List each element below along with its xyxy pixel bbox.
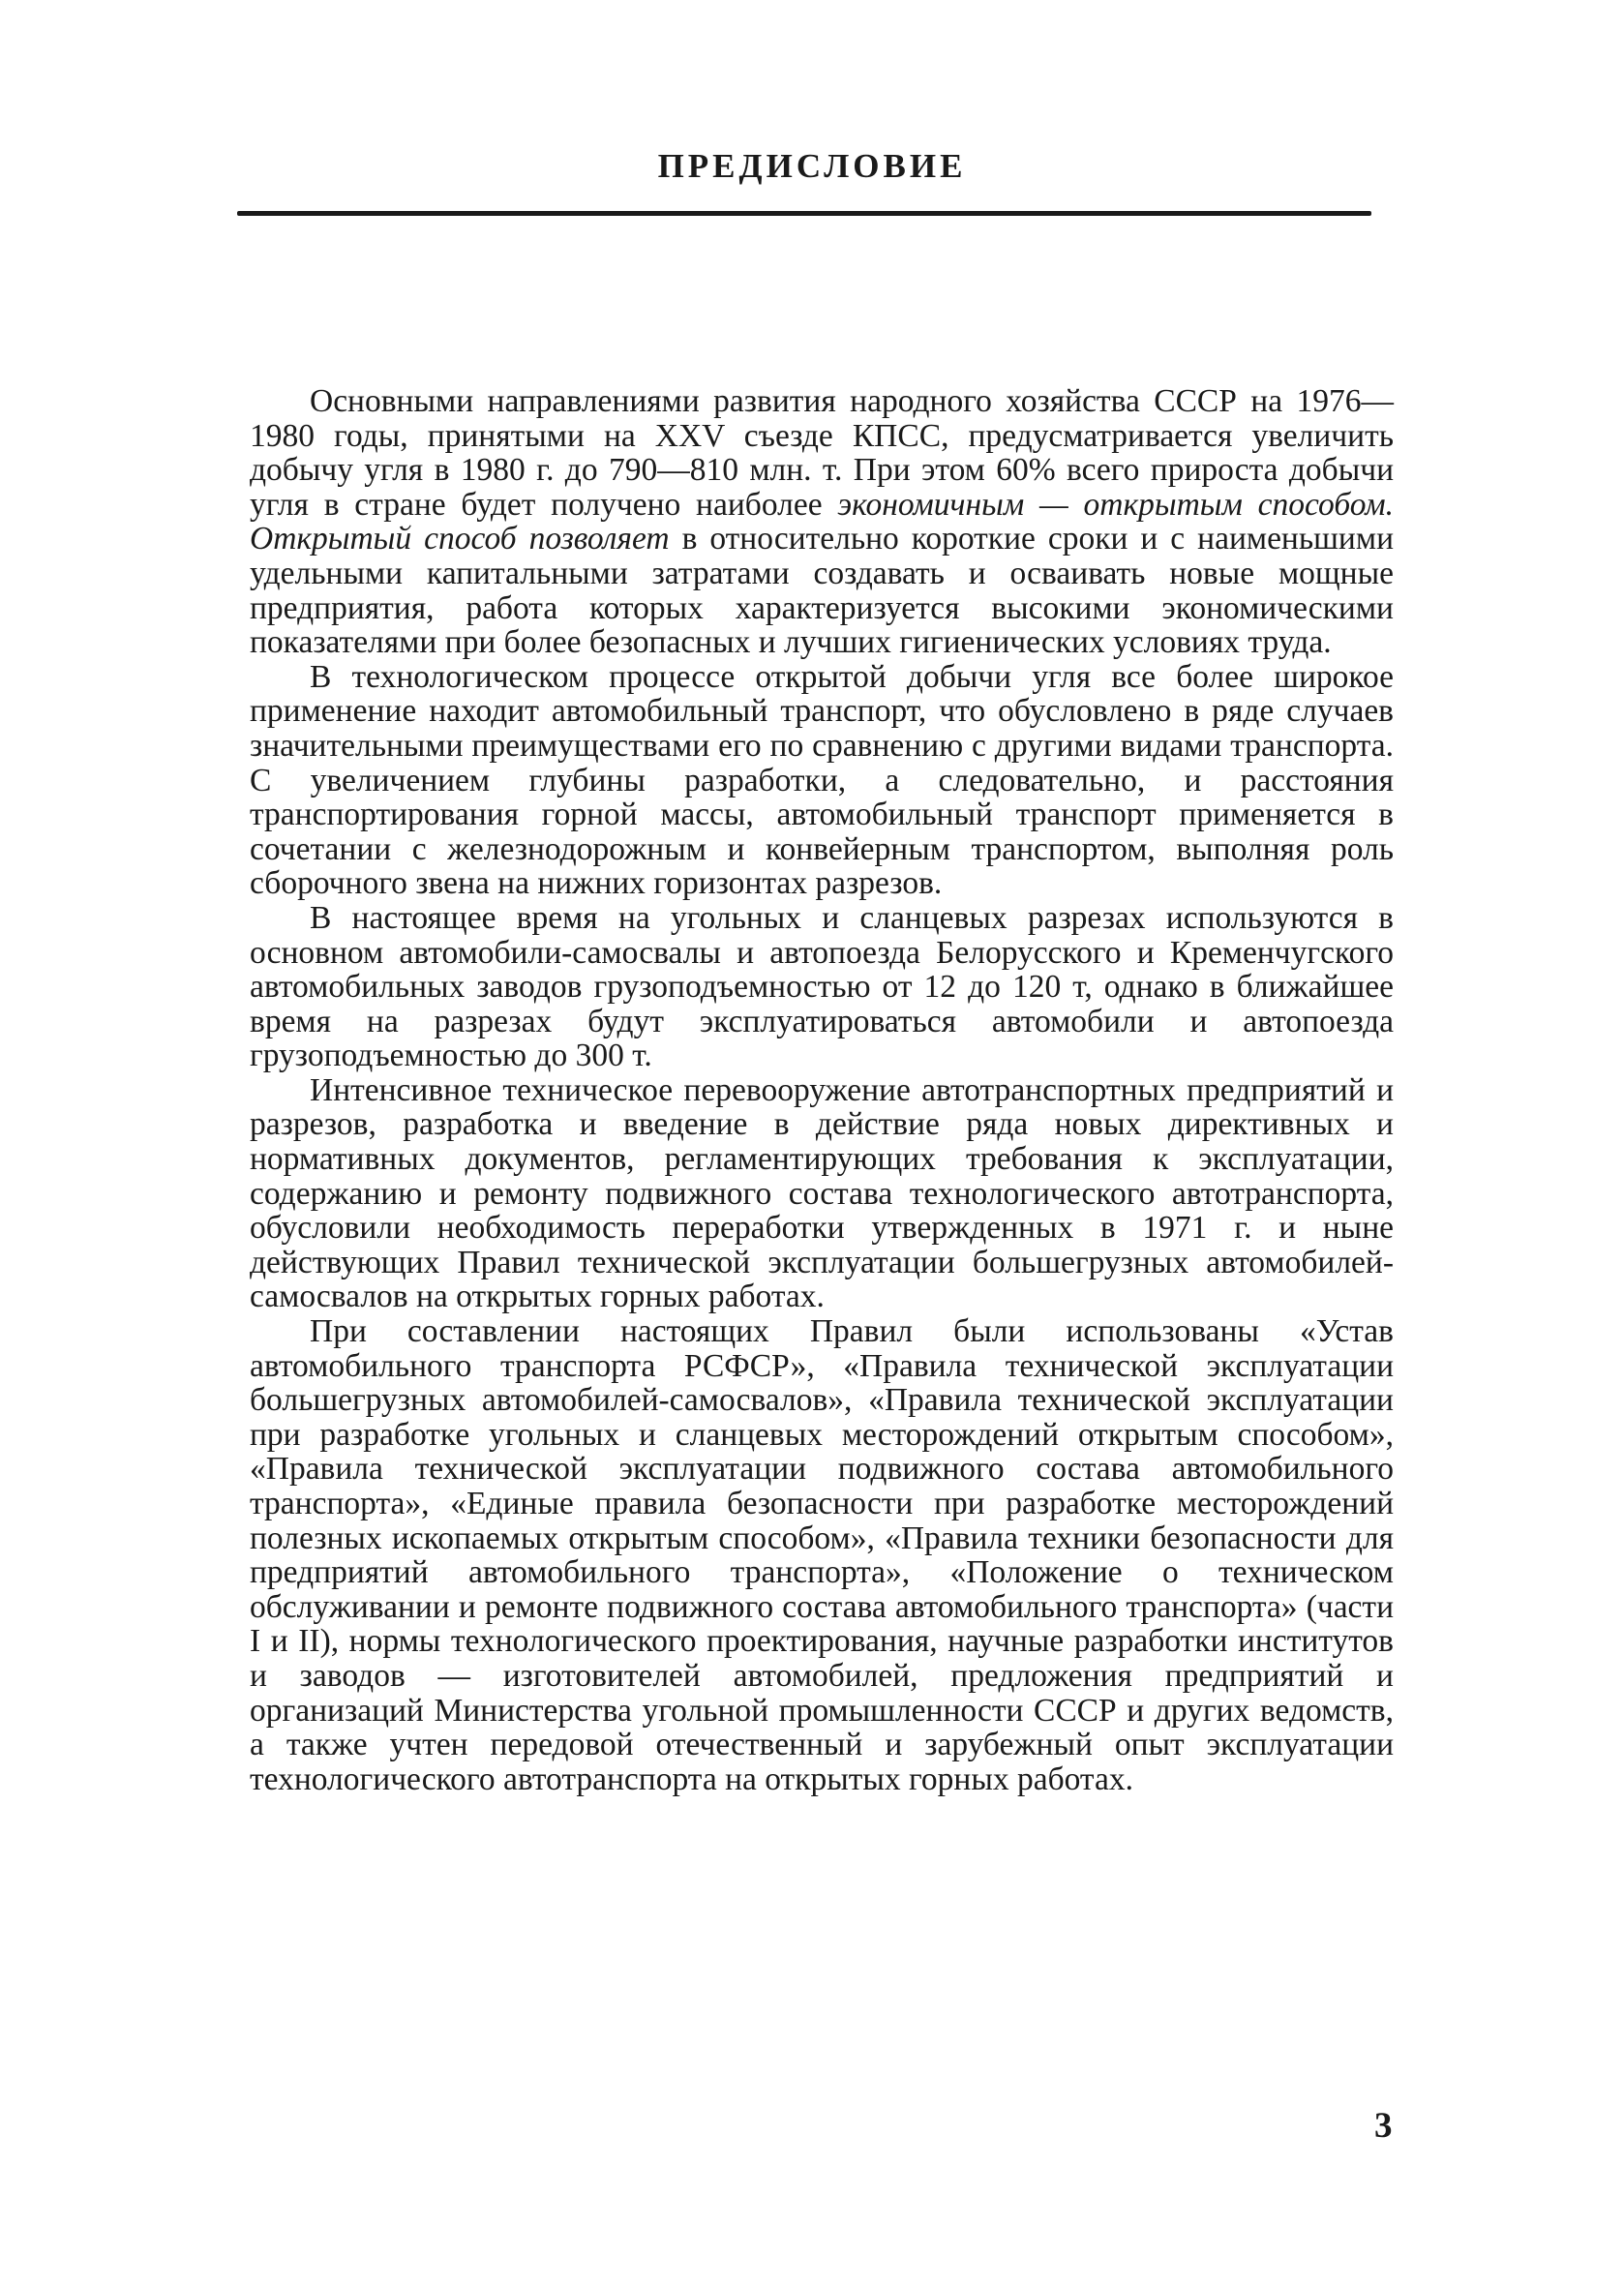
page-number: 3 <box>1374 2106 1393 2146</box>
paragraph-3: В настоящее время на угольных и сланцевых разрезах используются в основном автомобили-самосвалы и автопоезда Белорусского и Кременчугского автомобильных заводов грузоподъемностью от 12 до 120 т, однако в ближайшее время на разрезах будут эксплуатироваться автомобили и автопоезда грузоподъемностью до 300 т. <box>250 899 1394 1074</box>
title-divider <box>237 211 1371 216</box>
paragraph-1-text-a: Основными направлениями развития народного хозяйства СССР на 1976—1980 годы, принятыми на XXV съезде КПСС, предусматривается увеличить добычу угля в 1980 г. до 790—810 млн. т. При этом 60% всего прироста добычи угля в стране будет получено наиболее <box>250 383 1394 523</box>
paragraph-5: При составлении настоящих Правил были использованы «Устав автомобильного транспорта РСФСР», «Правила технической эксплуатации большегрузных автомобилей-самосвалов», «Правила технической эксплуатации при разработке угольных и сланцевых месторождений открытым способом», «Правила технической эксплуатации подвижного состава автомобильного транспорта», «Единые правила безопасности при разработке месторождений полезных ископаемых открытым способом», «Правила техники безопасности для предприятий автомобильного транспорта», «Положение о техническом обслуживании и ремонте подвижного состава автомобильного транспорта» (части I и II), нормы технологического проектирования, научные разработки институтов и заводов — изготовителей автомобилей, предложения предприятий и организаций Министерства угольной промышленности СССР и других ведомств, а также учтен передовой отечественный и зарубежный опыт эксплуатации технологического автотранспорта на открытых горных работах. <box>250 1313 1394 1797</box>
preface-body <box>250 384 1394 1796</box>
page-title: ПРЕДИСЛОВИЕ <box>657 147 967 185</box>
paragraph-1-text-b: в относительно короткие сроки и с наименьшими удельными капитальными затратами создавать и осваивать новые мощные предприятия, работа которых характеризуется высокими экономическими показателями при более безопасных и лучших гигиенических условиях труда. <box>250 521 1394 661</box>
paragraph-2: В технологическом процессе открытой добычи угля все более широкое применение находит автомобильный транспорт, что обусловлено в ряде случаев значительными преимуществами его по сравнению с другими видами транспорта. С увеличением глубины разработки, а следовательно, и расстояния транспортирования горной массы, автомобильный транспорт применяется в сочетании с железнодорожным и конвейерным транспортом, выполняя роль сборочного звена на нижних горизонтах разрезов. <box>250 658 1394 902</box>
paragraph-1 <box>250 384 1394 660</box>
paragraph-1-italic: экономичным — открытым способом. Открытый способ позволяет <box>250 486 1394 557</box>
paragraph-4: Интенсивное техническое перевооружение автотранспортных предприятий и разрезов, разработка и введение в действие ряда новых директивных и нормативных документов, регламентирующих требования к эксплуатации, содержанию и ремонту подвижного состава технологического автотранспорта, обусловили необходимость переработки утвержденных в 1971 г. и ныне действующих Правил технической эксплуатации большегрузных автомобилей-самосвалов на открытых горных работах. <box>250 1071 1394 1315</box>
